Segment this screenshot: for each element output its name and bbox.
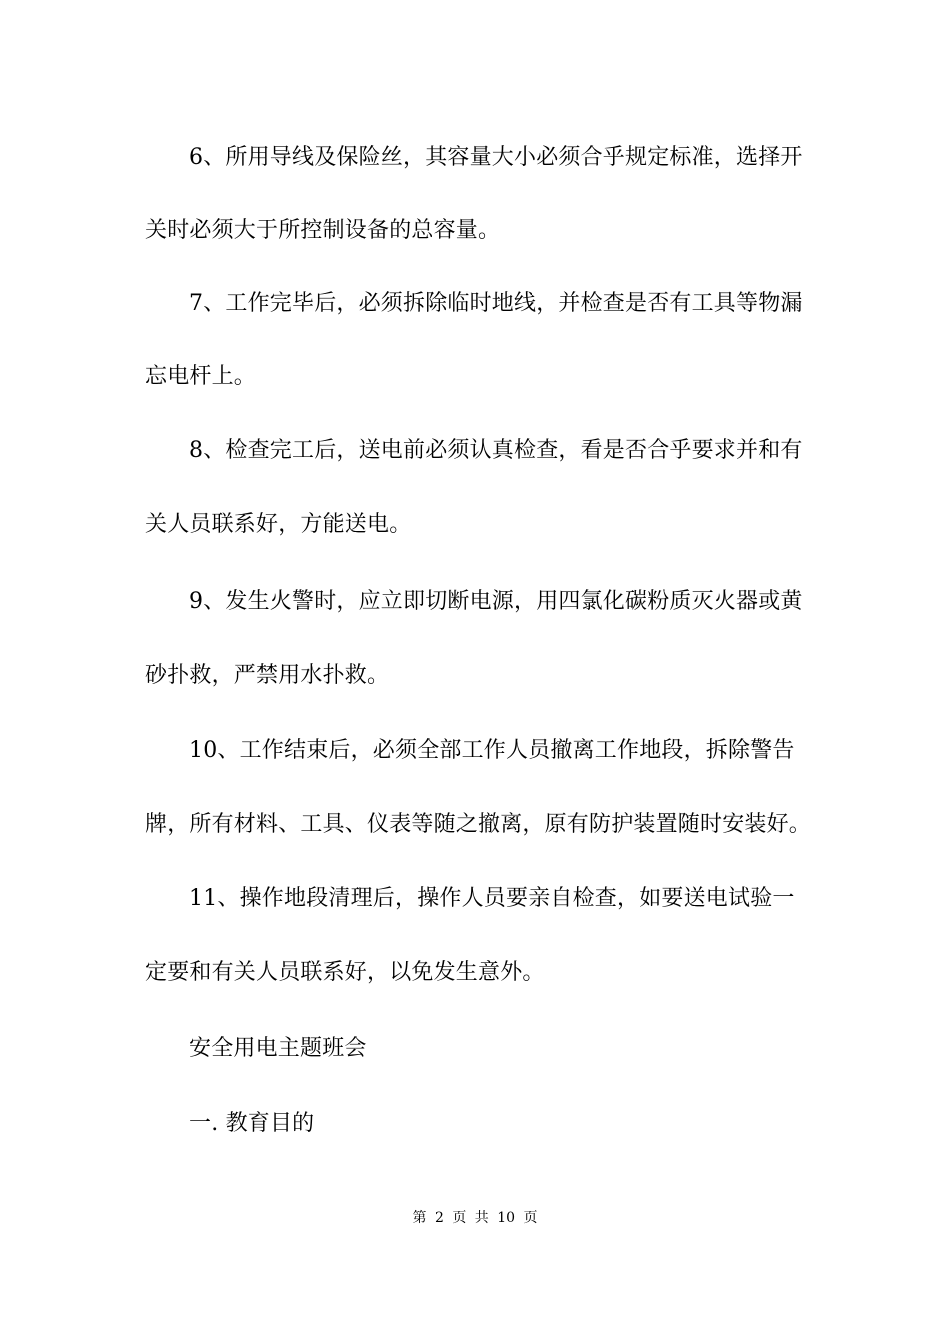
paragraph-11-line-2: 定要和有关人员联系好，以免发生意外。 — [145, 960, 545, 985]
paragraph-6-line-1: 6、所用导线及保险丝，其容量大小必须合乎规定标准，选择开 — [189, 145, 803, 170]
paragraph-6-line-2: 关时必须大于所控制设备的总容量。 — [145, 218, 501, 243]
footer-current-page: 2 — [434, 1210, 444, 1226]
footer-prefix: 第 — [412, 1210, 427, 1226]
paragraph-7-line-1: 7、工作完毕后，必须拆除临时地线，并检查是否有工具等物漏 — [189, 291, 803, 316]
paragraph-11-line-1: 11、操作地段清理后，操作人员要亲自检查，如要送电试验一 — [189, 886, 795, 911]
footer-suffix: 页 — [523, 1210, 538, 1226]
page-footer — [0, 1208, 950, 1228]
subsection-heading: 一. 教育目的 — [189, 1111, 315, 1136]
section-title: 安全用电主题班会 — [189, 1036, 367, 1061]
paragraph-9-line-2: 砂扑救，严禁用水扑救。 — [145, 663, 390, 688]
footer-total-word: 共 — [474, 1210, 489, 1226]
footer-total-pages: 10 — [497, 1210, 516, 1226]
paragraph-8-line-2: 关人员联系好，方能送电。 — [145, 512, 412, 537]
footer-page-word: 页 — [452, 1210, 467, 1226]
paragraph-7-line-2: 忘电杆上。 — [145, 364, 257, 389]
paragraph-10-line-1: 10、工作结束后，必须全部工作人员撤离工作地段，拆除警告 — [189, 738, 795, 763]
paragraph-8-line-1: 8、检查完工后，送电前必须认真检查，看是否合乎要求并和有 — [189, 438, 803, 463]
paragraph-10-line-2: 牌，所有材料、工具、仪表等随之撤离，原有防护装置随时安装好。 — [145, 812, 812, 837]
paragraph-9-line-1: 9、发生火警时，应立即切断电源，用四氯化碳粉质灭火器或黄 — [189, 589, 803, 614]
